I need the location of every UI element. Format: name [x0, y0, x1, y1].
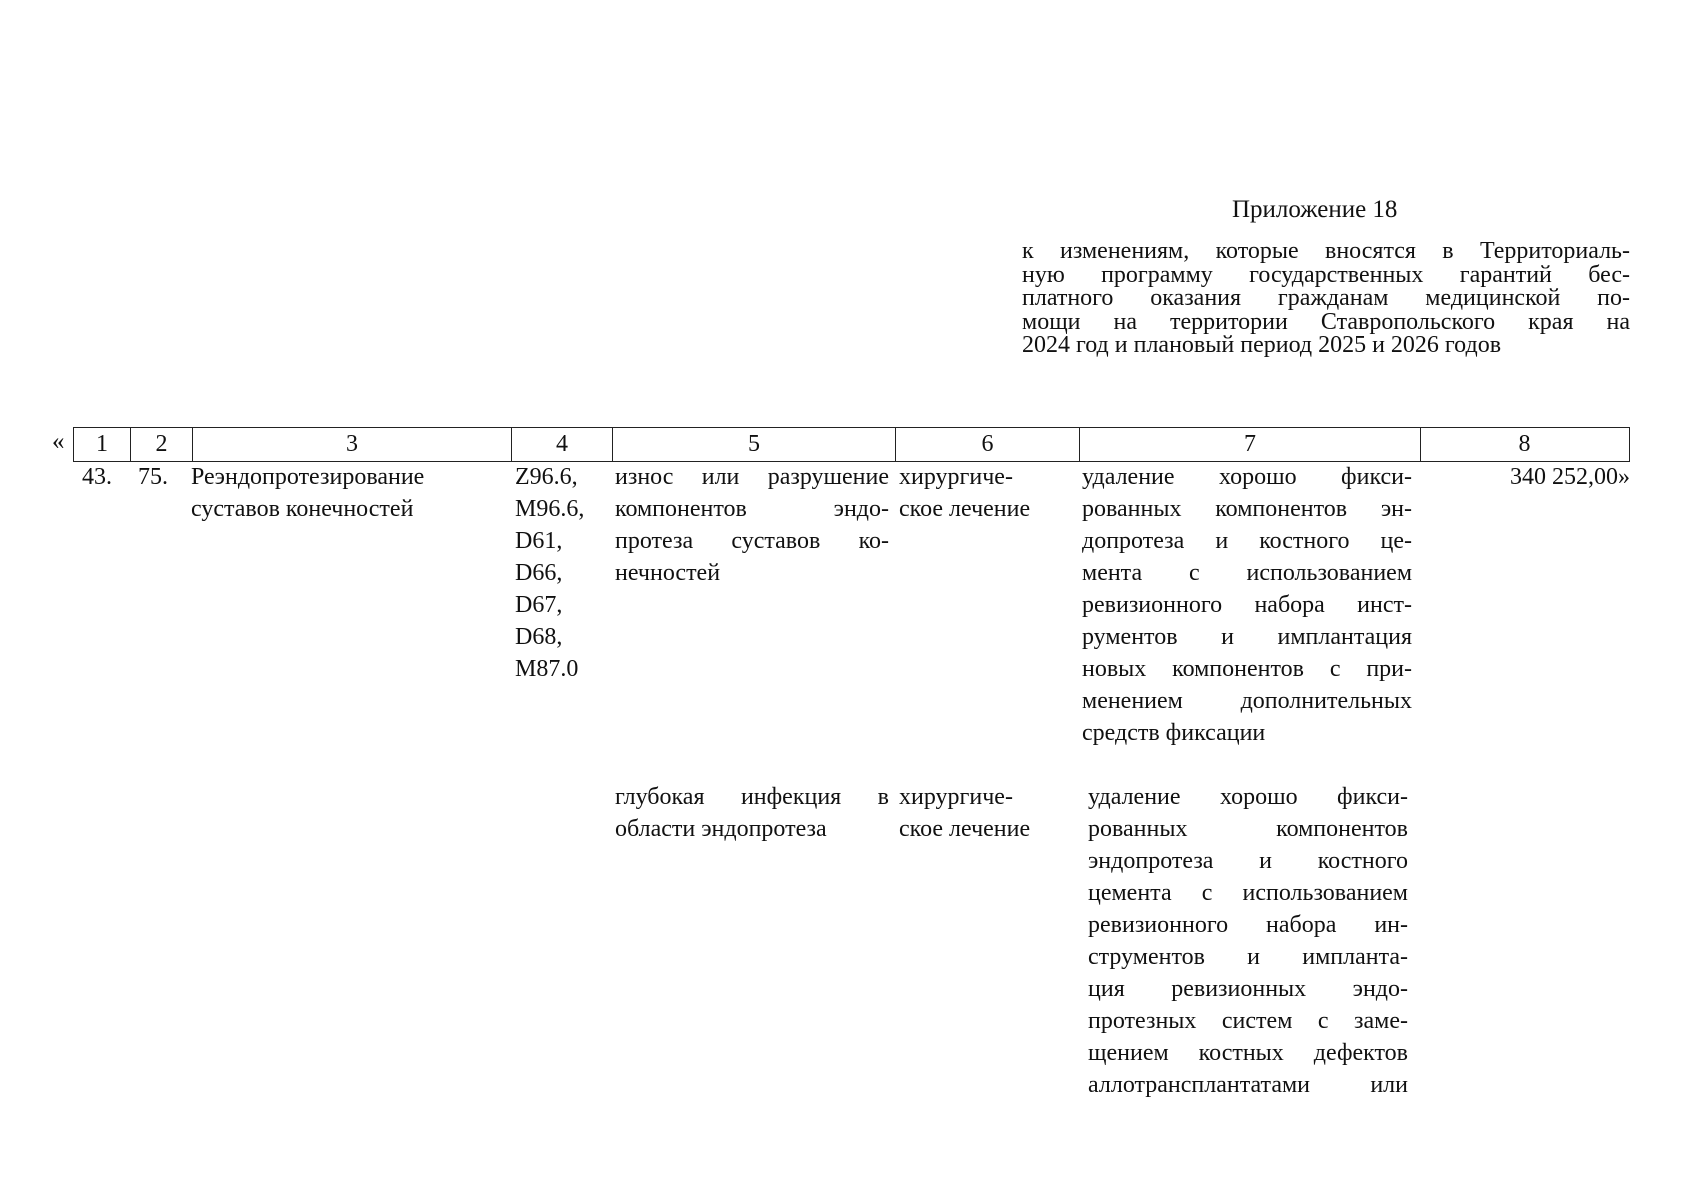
- treatment-method-line: менением дополнительных: [1082, 688, 1412, 714]
- treatment-method: [1082, 461, 1412, 749]
- cost-value: 340 252,00»: [1510, 464, 1630, 490]
- treatment-method-line: щением костных дефектов: [1088, 1040, 1408, 1066]
- treatment-method-line: рументов и имплантация: [1082, 624, 1412, 650]
- treatment-method-line: средств фиксации: [1082, 720, 1266, 746]
- patient-model-line: глубокая инфекция в: [615, 784, 889, 810]
- treatment-method: [1088, 781, 1408, 1101]
- icd-code: D68,: [515, 624, 563, 650]
- treatment-method-line: допротеза и костного це-: [1082, 528, 1412, 554]
- row-group-number: 75.: [138, 464, 168, 490]
- patient-model-line: протеза суставов ко-: [615, 528, 889, 554]
- patient-model: [615, 461, 889, 589]
- treatment-method-line: рованных компонентов эн-: [1082, 496, 1412, 522]
- icd-code: D66,: [515, 560, 563, 586]
- treatment-method-line: протезных систем с заме-: [1088, 1008, 1408, 1034]
- subtitle-line: ную программу государственных гарантий бес-: [1022, 261, 1630, 288]
- treatment-method-line: струментов и импланта-: [1088, 944, 1408, 970]
- icd-code: M96.6,: [515, 496, 585, 522]
- treatment-type-line: хирургиче-: [899, 464, 1013, 490]
- treatment-method-line: эндопротеза и костного: [1088, 848, 1408, 874]
- treatment-method-line: мента с использованием: [1082, 560, 1412, 586]
- icd-code: D61,: [515, 528, 563, 554]
- treatment-type-line: ское лечение: [899, 496, 1031, 522]
- treatment-method-line: рованных компонентов: [1088, 816, 1408, 842]
- treatment-name-line: Реэндопротезирование: [191, 464, 425, 490]
- icd-code: D67,: [515, 592, 563, 618]
- column-header-6: 6: [896, 428, 1080, 461]
- treatment-method-line: удаление хорошо фикси-: [1088, 784, 1408, 810]
- treatment-method-line: ревизионного набора инст-: [1082, 592, 1412, 618]
- appendix-title: Приложение 18: [1232, 196, 1398, 223]
- column-header-3: 3: [193, 428, 512, 461]
- column-header-5: 5: [613, 428, 896, 461]
- subtitle-line: платного оказания гражданам медицинской по-: [1022, 285, 1630, 311]
- table-header-row: [73, 427, 1630, 462]
- icd-code: Z96.6,: [515, 464, 578, 490]
- patient-model-line: области эндопротеза: [615, 816, 827, 842]
- treatment-type-line: хирургиче-: [899, 784, 1013, 810]
- treatment-method-line: ревизионного набора ин-: [1088, 912, 1408, 938]
- patient-model: [615, 781, 889, 845]
- treatment-name-line: суставов конечностей: [191, 496, 414, 522]
- treatment-method-line: ция ревизионных эндо-: [1088, 976, 1408, 1002]
- treatment-method-line: удаление хорошо фикси-: [1082, 464, 1412, 490]
- column-header-2: 2: [131, 428, 193, 461]
- treatment-name: [191, 461, 424, 525]
- treatment-type-line: ское лечение: [899, 816, 1031, 842]
- column-header-4: 4: [512, 428, 613, 461]
- open-quote: «: [52, 428, 65, 455]
- icd-code: M87.0: [515, 656, 579, 682]
- patient-model-line: нечностей: [615, 560, 721, 586]
- column-header-1: 1: [74, 428, 131, 461]
- icd-codes: [515, 461, 584, 685]
- treatment-type: [899, 461, 1030, 525]
- treatment-method-line: аллотрансплантатами или: [1088, 1072, 1408, 1098]
- treatment-type: [899, 781, 1030, 845]
- patient-model-line: износ или разрушение: [615, 464, 889, 490]
- row-number: 43.: [82, 464, 112, 490]
- patient-model-line: компонентов эндо-: [615, 496, 889, 522]
- treatment-method-line: цемента с использованием: [1088, 880, 1408, 906]
- column-header-7: 7: [1080, 428, 1421, 461]
- subtitle-line: 2024 год и плановый период 2025 и 2026 годов: [1022, 332, 1502, 358]
- treatment-method-line: новых компонентов с при-: [1082, 656, 1412, 682]
- subtitle-line: мощи на территории Ставропольского края на: [1022, 308, 1630, 335]
- appendix-subtitle: [1022, 240, 1630, 358]
- subtitle-line: к изменениям, которые вносятся в Территориаль-: [1022, 238, 1630, 264]
- column-header-8: 8: [1518, 431, 1531, 457]
